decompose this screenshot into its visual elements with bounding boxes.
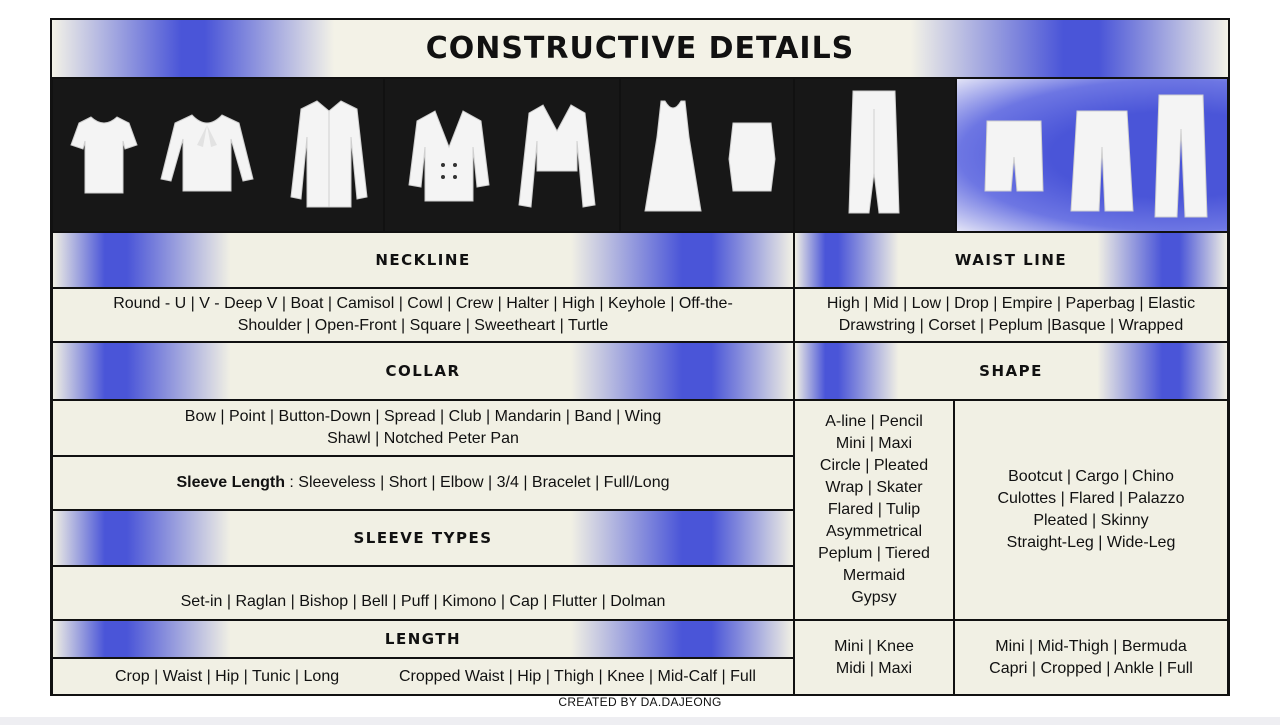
- sleeve-length-options: : Sleeveless | Short | Elbow | 3/4 | Bracelet | Full/Long: [284, 474, 670, 491]
- shape-skirt-line: Gypsy: [851, 589, 897, 606]
- cropped-jacket-illustration: [515, 101, 599, 211]
- shape-skirt-line: Mini | Maxi: [835, 435, 913, 452]
- culottes-illustration: [1069, 107, 1135, 215]
- sleeve-types-line-1: Set-in | Raglan | Bishop | Bell | Puff | Kimono | Cap | Flutter | Dolman: [180, 593, 666, 610]
- waist-line-line-2: Drawstring | Corset | Peplum |Basque | Wrapped: [838, 317, 1184, 334]
- collar-line-2: Shawl | Notched Peter Pan: [327, 430, 519, 447]
- waist-line-heading: WAIST LINE: [794, 232, 1228, 288]
- dresses-skirts-image-panel: [620, 78, 794, 232]
- length-jackets: Cropped Waist | Hip | Thigh | Knee | Mid-Calf | Full: [399, 668, 756, 685]
- shape-skirt-line: Peplum | Tiered: [818, 545, 930, 562]
- shape-pants-line: Straight-Leg | Wide-Leg: [1006, 534, 1176, 551]
- length-pants-line: Mini | Mid-Thigh | Bermuda: [995, 638, 1187, 655]
- tops-image-panel: [52, 78, 384, 232]
- length-pants-line: Capri | Cropped | Ankle | Full: [989, 660, 1193, 677]
- neckline-line-1: Round - U | V - Deep V | Boat | Camisol | Cowl | Crew | Halter | High | Keyhole | Off-the-: [113, 295, 733, 312]
- shape-skirt-line: Flared | Tulip: [827, 501, 921, 518]
- length-heading: LENGTH: [52, 620, 794, 658]
- sleeve-length-row: [52, 456, 794, 510]
- shape-heading: SHAPE: [794, 342, 1228, 400]
- collar-line-1: Bow | Point | Button-Down | Spread | Club | Mandarin | Band | Wing: [184, 408, 662, 425]
- dress-illustration: [643, 97, 703, 215]
- neckline-options: [52, 288, 794, 342]
- sleeve-types-heading: SLEEVE TYPES: [52, 510, 794, 566]
- length-tops-options: [52, 658, 794, 696]
- length-tops: Crop | Waist | Hip | Tunic | Long: [115, 668, 340, 685]
- shape-skirt-line: Wrap | Skater: [825, 479, 923, 496]
- neckline-heading: NECKLINE: [52, 232, 794, 288]
- length-pants-options: [954, 620, 1228, 696]
- romper-illustration: [843, 89, 905, 219]
- waist-line-line-1: High | Mid | Low | Drop | Empire | Paperbag | Elastic: [826, 295, 1196, 312]
- tshirt-illustration: [69, 111, 139, 201]
- wide-leg-pants-illustration: [1153, 93, 1209, 221]
- shape-skirt-line: Mermaid: [842, 567, 906, 584]
- length-skirt-line: Midi | Maxi: [835, 660, 913, 677]
- shorts-illustration: [983, 117, 1045, 197]
- shape-pants-line: Pleated | Skinny: [1033, 512, 1149, 529]
- sleeve-types-options: [52, 566, 794, 620]
- shape-skirt-line: Circle | Pleated: [819, 457, 929, 474]
- jumpsuit-image-panel: [794, 78, 956, 232]
- collar-heading: COLLAR: [52, 342, 794, 400]
- shape-skirt-options: [794, 400, 954, 620]
- shape-pants-line: Bootcut | Cargo | Chino: [1008, 468, 1174, 485]
- shape-pants-line: Culottes | Flared | Palazzo: [997, 490, 1185, 507]
- waist-line-options: [794, 288, 1228, 342]
- bow-blouse-illustration: [157, 111, 257, 201]
- constructive-details-sheet: [50, 18, 1230, 696]
- shape-skirt-line: Asymmetrical: [825, 523, 922, 540]
- length-skirt-line: Mini | Knee: [834, 638, 914, 655]
- shape-pants-options: [954, 400, 1228, 620]
- button-shirt-illustration: [287, 97, 371, 212]
- bottom-band: [0, 717, 1280, 725]
- jackets-image-panel: [384, 78, 620, 232]
- credit-text: CREATED BY DA.DAJEONG: [558, 695, 722, 709]
- double-breasted-jacket-illustration: [407, 107, 491, 207]
- shape-skirt-line: A-line | Pencil: [825, 413, 923, 430]
- length-skirt-options: [794, 620, 954, 696]
- neckline-line-2: Shoulder | Open-Front | Square | Sweetheart | Turtle: [237, 317, 609, 334]
- collar-options: [52, 400, 794, 456]
- sleeve-length-label: Sleeve Length: [176, 474, 285, 491]
- pants-image-panel: [956, 78, 1228, 232]
- pencil-skirt-illustration: [725, 119, 779, 195]
- page-title: CONSTRUCTIVE DETAILS: [52, 20, 1228, 78]
